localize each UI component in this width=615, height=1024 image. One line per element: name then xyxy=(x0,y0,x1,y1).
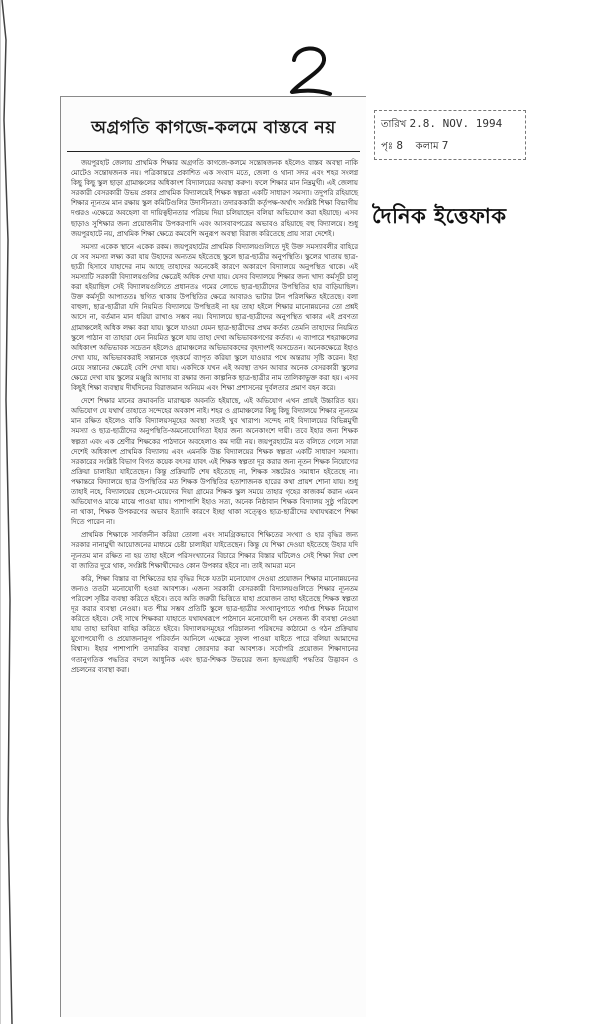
stamp-column-label: কলাম xyxy=(415,141,439,152)
page-number-text xyxy=(282,40,283,41)
article-paragraph-3: দেশে শিক্ষার মানের ক্রমাবনতি মারাত্মক অবনতি হইয়াছে, এই অভিযোগ এখন প্রায়ই উচ্চারিত হয়। অভিযোগ যে যথার্থ তাহাতে সন্দেহের অবকাশ নাই। শহর ও গ্রামাঞ্চলের কিছু কিছু বিদ্যালয়ে শিক্ষার ন্যূনতম মান রক্ষিত হইলেও বাকি বিদ্যালয়সমূহের অবস্থা সত্যই খুব খারাপ। সন্দেহ নাই বিদ্যালয়ের বিভিন্নমুখী সমস্যা ও ছাত্র-ছাত্রীদের অনুপস্থিতি-অমনোযোগিতা ইহার জন্য অনেকাংশে দায়ী। তবে ইহার জন্য শিক্ষক স্বল্পতা এবং এক শ্রেণীর শিক্ষকের পাঠদানে অবহেলাও কম দায়ী নয়। জয়পুরহাটের মত বলিতে গেলে সারা দেশেই অধিকাংশ প্রাথমিক বিদ্যালয় এবং এমনকি উচ্চ বিদ্যালয়ের শিক্ষক স্বল্পতা একটি সাধারণ সমস্যা। সরকারের সংশ্লিষ্ট বিভাগ বিগত কয়েক বৎসর যাবৎ এই শিক্ষক স্বল্পতা দূর করার জন্য নূতন শিক্ষক নিয়োগের প্রক্রিয়া চালাইয়া যাইতেছেন। কিন্তু প্রক্রিয়াটি শেষ হইতেছে না, শিক্ষক সঙ্কটেরও সমাধান হইতেছে না। পক্ষান্তরে বিদ্যালয়ে ছাত্র উপস্থিতির মত শিক্ষক উপস্থিতির হতাশাজনক হারের কথা প্রায়শ শোনা যায়। শুধু তাহাই নহে, বিদ্যালয়ের ছেলে-মেয়েদের দিয়া গ্রামের শিক্ষক স্কুল সময়ে তাহার গৃহের কাজকর্ম করান এমন অভিযোগও মাঝে মাঝে পাওয়া যায়। পাশাপাশি ইহাও সত্য, অনেক নিষ্ঠাবান শিক্ষক বিদ্যালয় সুষ্ঠু পরিবেশ না থাকা, শিক্ষক উপকরণের অভাব ইত্যাদি কারণে ইচ্ছা থাকা সত্ত্বেও ছাত্র-ছাত্রীদের যথাযথরূপে শিক্ষা দিতে পারেন না। xyxy=(71,397,358,527)
stamp-date-row xyxy=(381,117,502,134)
newspaper-clipping xyxy=(60,96,366,1017)
article-paragraph-2: সমস্যা একেক স্থানে একেক রকম। জয়পুরহাটের প্রাথমিক বিদ্যালয়গুলিতে দুই উক্ত সমস্যাবলীর বাহিরে যে সব সমস্যা লক্ষ্য করা যায় উহাদের অন্যতম হইতেছে স্কুলে ছাত্র-ছাত্রীর অনুপস্থিতি। স্কুলের খাতায় ছাত্র-ছাত্রী হিসাবে যাহাদের নাম আছে তাহাদের অনেকেই কারণে অকারণে বিদ্যালয়ে অনুপস্থিত থাকে। এই সমস্যাটি সরকারী বিদ্যালয়গুলির ক্ষেত্রেই অধিক দেখা যায়। যেসব বিদ্যালয়ে শিক্ষার জন্য খাদ্য কর্মসূচী চালু করা হইয়াছিল সেই বিদ্যালয়গুলিতে প্রধানতঃ গমের লোভে ছাত্র-ছাত্রীদের উপস্থিতির হার বাড়িয়াছিল। উক্ত কর্মসূচী আপাততঃ স্থগিত থাকায় উপস্থিতির ক্ষেত্রে আবারও ভাটার টান পরিলক্ষিত হইতেছে। বলা বাহুল্য, ছাত্র-ছাত্রীরা যদি নিয়মিত বিদ্যালয়ে উপস্থিতই না হয় তাহা হইলে শিক্ষার মানোন্নয়নের তো প্রশ্নই আসে না, বর্তমান মান ধরিয়া রাখাও সম্ভব নয়। বিদ্যালয়ে ছাত্র-ছাত্রীদের অনুপস্থিত থাকার এই প্রবণতা গ্রামাঞ্চলেই অধিক লক্ষ্য করা যায়। স্কুলে যাওয়া যেমন ছাত্র-ছাত্রীদের প্রথম কর্তব্য তেমনি তাহাদের নিয়মিত স্কুলে পাঠান বা তাহারা যেন নিয়মিত স্কুলে যায় তাহা দেখা অভিভাবকগণের কর্তব্য। এ ব্যাপারে শহরাঞ্চলের অধিকাংশ অভিভাবক সচেতন হইলেও গ্রামাঞ্চলের অভিভাবকদের বৃহদাংশই অসচেতন। অনেকক্ষেত্রে ইহাও দেখা যায়, অভিভাবকরাই সন্তানকে গৃহকর্মে ব্যাপৃত করিয়া স্কুলে যাওয়ার পথে অন্তরায় সৃষ্টি করেন। ইহা মেয়ে সন্তানের ক্ষেত্রেই বেশি দেখা যায়। একদিকে যখন এই অবস্থা তখন আবার অনেক বেসরকারী স্কুলের ক্ষেত্রে দেখা যায় স্কুলের মঞ্জুরি আদায় বা রক্ষার জন্য কাল্পনিক ছাত্র-ছাত্রীর নাম তালিকাভুক্ত করা হয়। এসব কিছুই শিক্ষা ব্যবস্থায় দীর্ঘদিনের বিরাজমান অনিয়ম এবং শিক্ষা প্রশাসনের দুর্বলতার প্রমাণ বহন করে। xyxy=(71,242,358,393)
article-paragraph-5: করি, শিক্ষা বিস্তার বা শিক্ষিতের হার বৃদ্ধির দিকে যতটা মনোযোগ দেওয়া প্রয়োজন শিক্ষার মানোন্নয়নের জন্যও ততটা মনোযোগী হওয়া আবশ্যক। এজন্য সরকারী বেসরকারী বিদ্যালয়গুলিতে শিক্ষার ন্যূনতম পরিবেশ সৃষ্টির ব্যবস্থা করিতে হইবে। তবে অতি জরুরী ভিত্তিতে যাহা প্রয়োজন তাহা হইতেছে শিক্ষক স্বল্পতা দূর করার ব্যবস্থা নেওয়া। যত শীঘ্র সম্ভব প্রতিটি স্কুলে ছাত্র-ছাত্রীর সংখ্যানুপাতে পর্যাপ্ত শিক্ষক নিয়োগ করিতে হইবে। সেই সাথে শিক্ষকরা যাহাতে যথাযথরূপে পাঠদানে মনোযোগী হন সেজন্য কী ব্যবস্থা নেওয়া যায় তাহা ভাবিয়া বাহির করিতে হইবে। বিদ্যালয়সমূহের পরিচালনা পরিষদের কাঠামো ও গঠন প্রক্রিয়ায় যুগোপযোগী ও প্রয়োজনানুগ পরিবর্তন আনিলে এক্ষেত্রে সুফল পাওয়া যাইতে পারে বলিয়া আমাদের বিশ্বাস। ইহার পাশাপাশি তদারকির ব্যবস্থা জোরদার করা আবশ্যক। সর্বোপরি প্রয়োজন শিক্ষাদানের গতানুগতিক পদ্ধতির বদলে আধুনিক এবং ছাত্র-শিক্ষক উভয়ের জন্য হৃদয়গ্রাহী পদ্ধতির উদ্ভাবন ও প্রচলনের ব্যবস্থা করা। xyxy=(71,574,358,674)
handwritten-page-number xyxy=(282,40,342,100)
stamp-date-value: 2.8. NOV. 1994 xyxy=(409,117,503,130)
stamp-page-label: পৃঃ xyxy=(381,141,394,152)
newspaper-name-logo: দৈনিক ইত্তেফাক xyxy=(372,204,507,228)
stamp-page-row xyxy=(381,139,448,156)
archive-date-stamp xyxy=(374,110,526,160)
stamp-page-value: 8 xyxy=(396,139,403,152)
article-body xyxy=(61,152,366,675)
page-edge-shadow xyxy=(0,0,22,1024)
article-paragraph-1: জয়পুরহাট জেলায় প্রাথমিক শিক্ষার অগ্রগতি কাগজে-কলমে সন্তোষজনক হইলেও বাস্তব অবস্থা নাকি মোটেও সন্তোষজনক নয়। পত্রিকান্তরে প্রকাশিত এক সংবাদ মতে, জেলা ও থানা সদর এবং শহর সংলগ্ন কিছু কিছু স্কুল ছাড়া গ্রামাঞ্চলের অধিকাংশ বিদ্যালয়ের অবস্থা করুণ। ফলে শিক্ষার মান নিম্নমুখী। এই জেলায় সরকারী বেসরকারী উভয় প্রকার প্রাথমিক বিদ্যালয়েই শিক্ষক স্বল্পতা একটি সাধারণ সমস্যা। তদুপরি রহিয়াছে শিক্ষার ন্যূনতম মান রক্ষায় স্কুল কমিটিগুলির উদাসীনতা। তদারককারী কর্তৃপক্ষ-অর্থাৎ সংশ্লিষ্ট শিক্ষা বিভাগীয় দপ্তরও এক্ষেত্রে অবহেলা বা দায়িত্বহীনতার পরিচয় দিয়া চলিয়াছেন বলিয়া অভিযোগ করা হইয়াছে। এসব ছাড়াও সুশিক্ষার জন্য প্রয়োজনীয় উপকরণাদি এবং আসবাবপত্রের অভাবও রহিয়াছে বহু বিদ্যালয়ে। শুধু জয়পুরহাটে নয়, প্রাথমিক শিক্ষা ক্ষেত্রে কমবেশি অনুরূপ অবস্থা বিরাজ করিতেছে প্রায় সারা দেশেই। xyxy=(71,159,358,238)
stamp-date-label: তারিখ xyxy=(381,119,407,130)
article-headline: অগ্রগতি কাগজে-কলমে বাস্তবে নয় xyxy=(67,97,360,152)
handwritten-two-glyph xyxy=(282,40,342,100)
article-paragraph-4: প্রাথমিক শিক্ষাকে সার্বজনীন করিয়া তোলা এবং সামগ্রিকভাবে শিক্ষিতের সংখ্যা ও হার বৃদ্ধির জন্য সরকার নানামুখী আয়োজনের মাধ্যমে চেষ্টা চালাইয়া যাইতেছেন। কিন্তু যে শিক্ষা দেওয়া হইতেছে উহার যদি ন্যূনতম মান রক্ষিত না হয় তাহা হইলে পরিসংখ্যানের বিচারে শিক্ষার বিস্তার ঘটিলেও সেই শিক্ষা দিয়া দেশ বা জাতির দুরে থাক, সংশ্লিষ্ট শিক্ষার্থীদেরও কোন উপকার হইবে না। তাই আমরা মনে xyxy=(71,531,358,570)
stamp-column-value: 7 xyxy=(441,139,449,152)
